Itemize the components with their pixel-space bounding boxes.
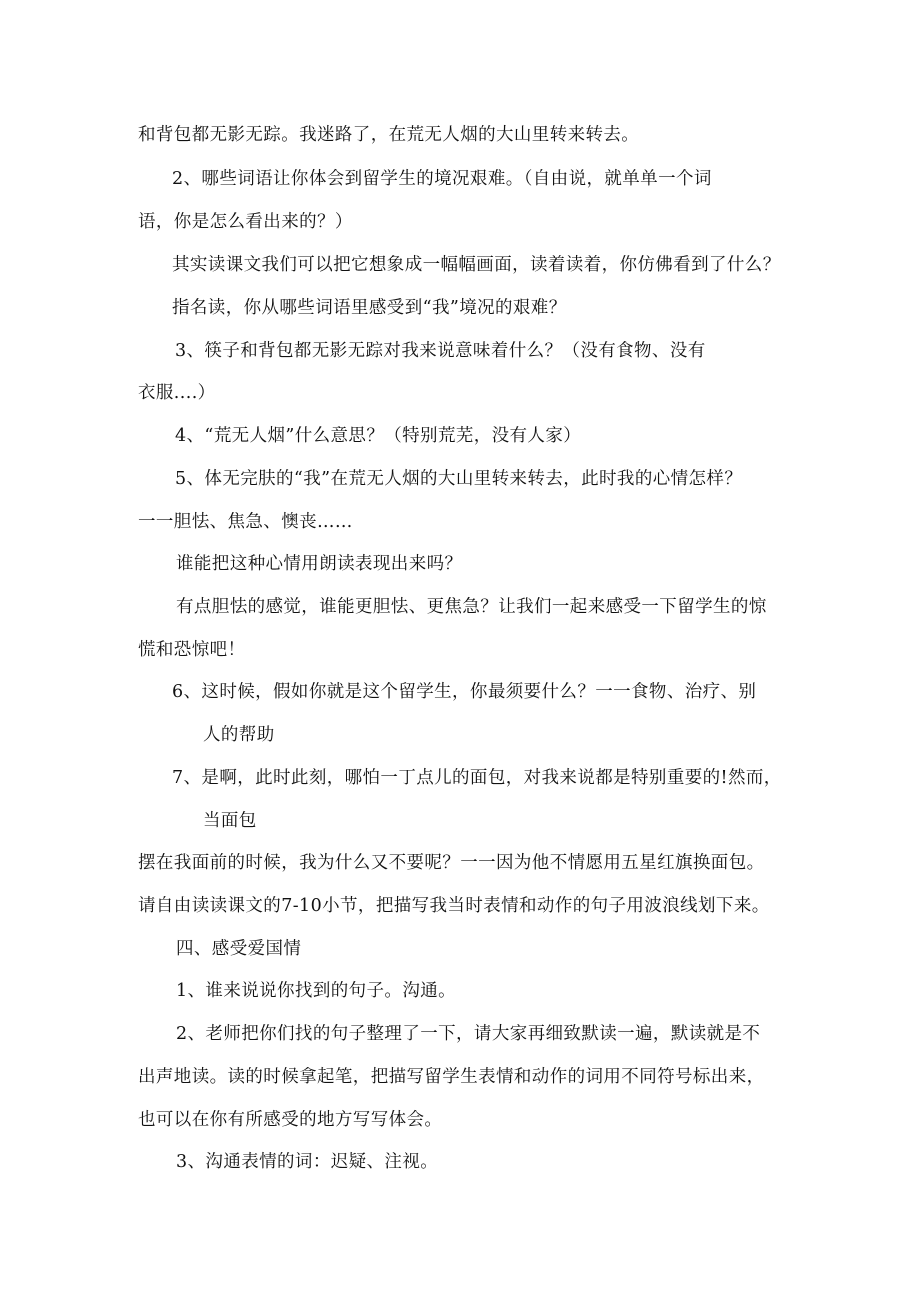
text-line: 其实读课文我们可以把它想象成一幅幅画面，读着读着，你仿佛看到了什么？ — [172, 255, 781, 275]
text-line: 5、体无完肤的“我”在荒无人烟的大山里转来转去，此时我的心情怎样？ — [175, 469, 743, 489]
text-line: 一一胆怯、焦急、懊丧…… — [138, 512, 353, 532]
text-line: 慌和恐惊吧！ — [138, 640, 246, 660]
text-line: 1、谁来说说你找到的句子。沟通。 — [176, 981, 457, 1001]
text-line: 7、是啊，此时此刻，哪怕一丁点儿的面包，对我来说都是特别重要的!然而， — [172, 768, 782, 788]
text-line: 6、这时候，假如你就是这个留学生，你最须要什么？一一食物、治疗、别 — [172, 682, 757, 702]
text-line: 也可以在你有所感受的地方写写体会。 — [138, 1110, 443, 1130]
text-line: 请自由读读课文的7-10小节，把描写我当时表情和动作的句子用波浪线划下来。 — [138, 896, 770, 916]
text-line: 和背包都无影无踪。我迷路了，在荒无人烟的大山里转来转去。 — [138, 125, 640, 145]
text-line: 指名读，你从哪些词语里感受到“我”境况的艰难？ — [172, 298, 567, 318]
text-line: 谁能把这种心情用朗读表现出来吗？ — [176, 554, 463, 574]
text-line: 语，你是怎么看出来的？） — [138, 212, 353, 232]
section-heading: 四、感受爱国情 — [176, 939, 302, 959]
text-line: 2、老师把你们找的句子整理了一下，请大家再细致默读一遍，默读就是不 — [176, 1024, 761, 1044]
text-line: 2、哪些词语让你体会到留学生的境况艰难。（自由说，就单单一个词 — [172, 169, 712, 189]
text-line: 3、沟通表情的词：迟疑、注视。 — [176, 1152, 439, 1172]
text-line: 当面包 — [203, 811, 257, 831]
text-line: 4、“荒无人烟”什么意思？（特别荒芜，没有人家） — [175, 426, 582, 446]
text-line: 衣服....） — [138, 383, 216, 403]
text-line: 摆在我面前的时候，我为什么又不要呢？一一因为他不情愿用五星红旗换面包。 — [138, 853, 765, 873]
text-line: 有点胆怯的感觉，谁能更胆怯、更焦急？让我们一起来感受一下留学生的惊 — [176, 597, 767, 617]
text-line: 人的帮助 — [203, 725, 275, 745]
text-line: 3、筷子和背包都无影无踪对我来说意味着什么？（没有食物、没有 — [175, 341, 706, 361]
text-line: 出声地读。读的时候拿起笔，把描写留学生表情和动作的词用不同符号标出来， — [138, 1067, 765, 1087]
